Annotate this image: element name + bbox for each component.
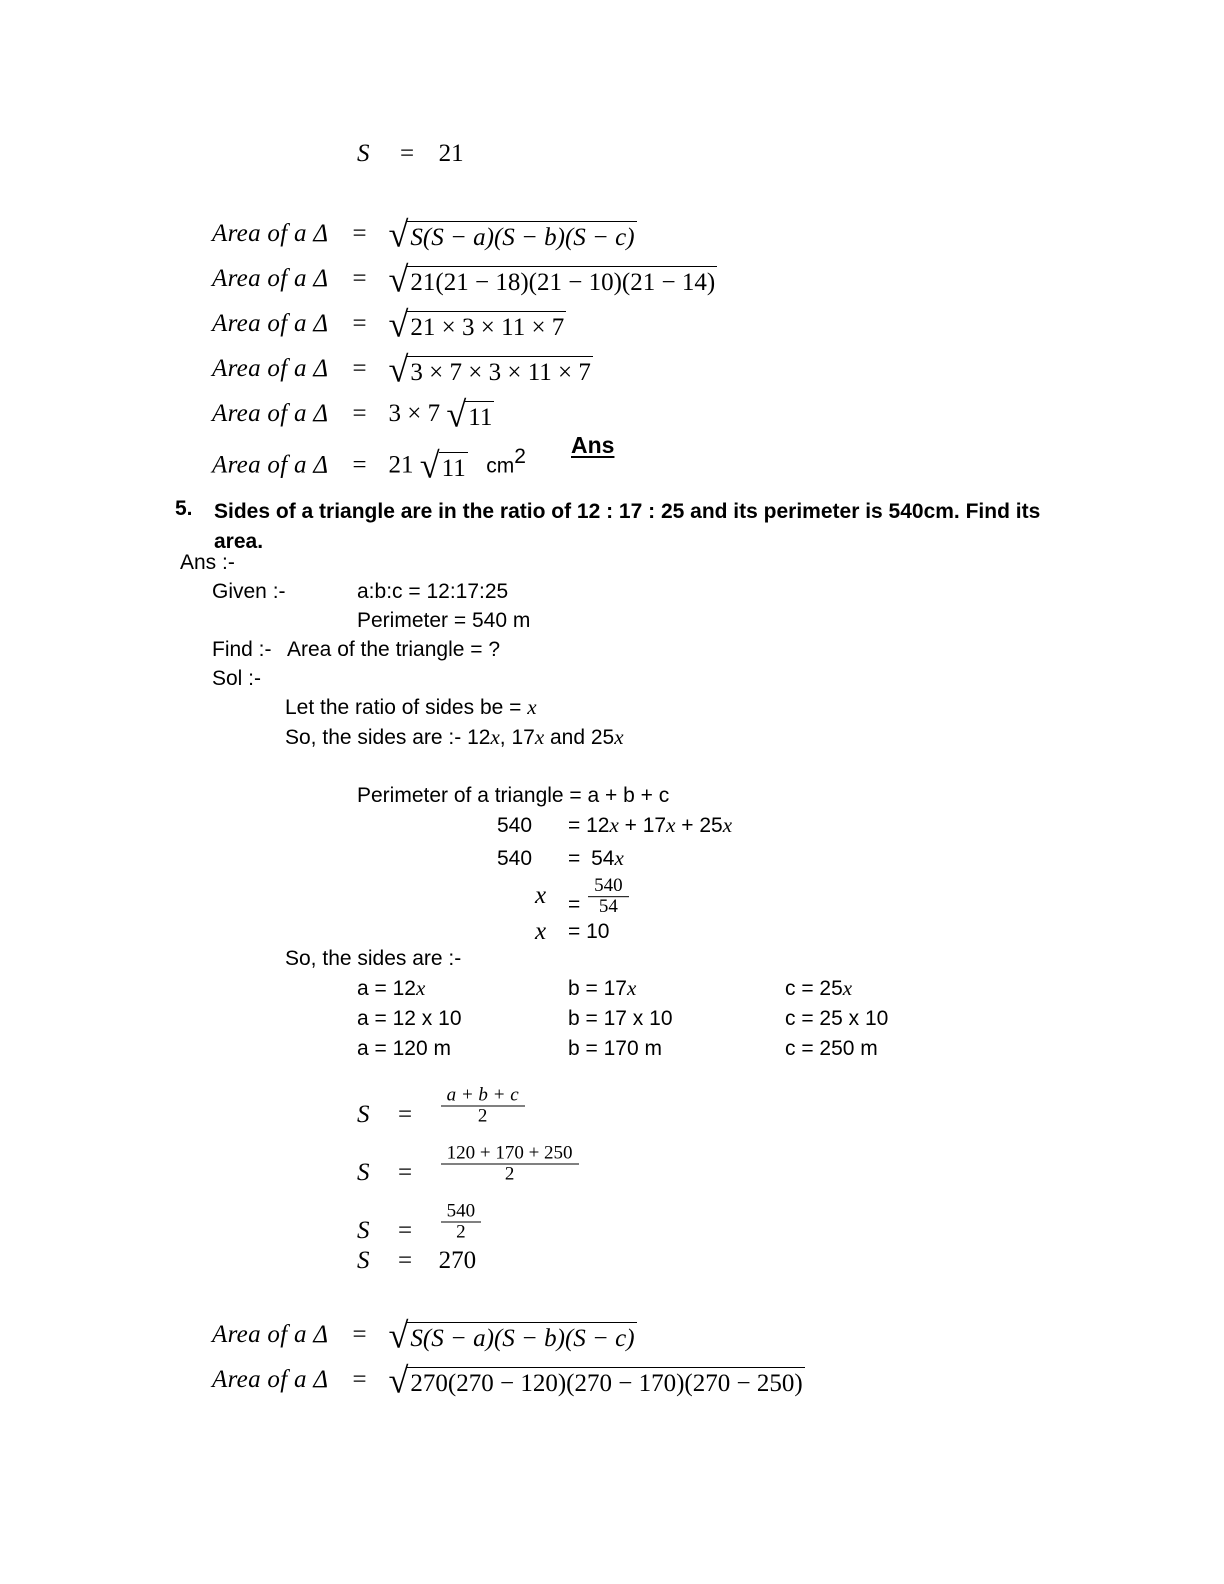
prev-area-step-2 <box>212 259 717 300</box>
let-ratio-line <box>285 697 537 718</box>
prev-area-step-5 <box>212 394 494 435</box>
given-value-perimeter: Perimeter = 540 m <box>357 609 531 632</box>
s-symbol: S <box>357 1217 370 1245</box>
variable-x: x <box>415 976 426 1000</box>
area-step-1 <box>212 1315 637 1356</box>
ans-label: Ans :- <box>180 551 235 574</box>
sides-heading: So, the sides are :- <box>285 947 462 970</box>
side-b-row-1 <box>568 978 636 999</box>
perimeter-heading: Perimeter of a triangle = a + b + c <box>357 784 670 807</box>
variable-x: x <box>609 813 619 837</box>
area-step-2 <box>212 1360 805 1401</box>
equals-sign: = <box>350 1366 369 1394</box>
denominator: 2 <box>441 1221 482 1242</box>
eq: = <box>398 1101 413 1129</box>
equals-sign: = <box>350 400 369 428</box>
radical <box>388 1360 805 1401</box>
radical-prefix: 21 <box>388 451 414 479</box>
eq: = <box>568 847 581 870</box>
variable-x: x <box>614 846 624 870</box>
radicand: 270(270 − 120)(270 − 170)(270 − 250) <box>407 1367 804 1396</box>
radical <box>446 394 494 435</box>
prev-area-step-6 <box>212 445 526 486</box>
radical <box>419 445 468 486</box>
eq: = <box>568 892 581 916</box>
area-label: Area of a Δ <box>212 310 329 338</box>
sides-expression-line <box>285 727 624 748</box>
sides-prefix: So, the sides are :- 12 <box>285 726 491 749</box>
variable-x: x <box>490 725 500 749</box>
side-b-row-3: b = 170 m <box>568 1037 662 1060</box>
radical-sign: √ <box>388 259 409 300</box>
sides-mid: , 17 <box>499 726 535 749</box>
side-a-row-3: a = 120 m <box>357 1037 451 1060</box>
area-label: Area of a Δ <box>212 451 329 479</box>
area-label: Area of a Δ <box>212 265 329 293</box>
given-label: Given :- <box>212 580 286 603</box>
radical-sign: √ <box>388 349 409 390</box>
numerator: a + b + c <box>446 1084 519 1106</box>
side-c-row-1 <box>785 978 852 999</box>
radicand: 11 <box>465 401 494 430</box>
variable-x: x <box>614 725 624 749</box>
side-a-row-1 <box>357 978 425 999</box>
ans-tag: Ans <box>571 432 615 458</box>
radical-prefix: 3 × 7 <box>388 400 441 428</box>
eq: = <box>398 1159 413 1187</box>
radical-sign: √ <box>419 445 440 486</box>
radicand: S(S − a)(S − b)(S − c) <box>407 1322 636 1351</box>
variable-x: x <box>722 813 733 837</box>
find-value: Area of the triangle = ? <box>287 638 501 661</box>
denominator: 2 <box>441 1105 525 1126</box>
equals-sign: = <box>350 220 369 248</box>
variable-x: x <box>666 813 676 837</box>
variable-x: x <box>842 976 853 1000</box>
term-1: 12 <box>586 814 610 837</box>
numerator: 540 <box>594 875 623 897</box>
radicand: 3 × 7 × 3 × 11 × 7 <box>407 356 592 385</box>
fraction <box>441 1202 482 1243</box>
radical <box>388 304 567 345</box>
perimeter-step-2-rhs <box>568 848 624 869</box>
side-c-row-3: c = 250 m <box>785 1037 878 1060</box>
coefficient: 54 <box>591 847 615 870</box>
eq: = <box>398 1247 413 1274</box>
equals-sign: = <box>400 140 415 167</box>
perimeter-step-4-lhs: x <box>535 918 547 945</box>
radical-sign: √ <box>388 304 409 345</box>
area-label: Area of a Δ <box>212 1321 329 1349</box>
fraction <box>588 876 629 917</box>
prev-area-step-1 <box>212 214 637 255</box>
radical-sign: √ <box>388 1315 409 1356</box>
s-value: 270 <box>438 1247 477 1274</box>
radical <box>388 214 637 255</box>
area-label: Area of a Δ <box>212 355 329 383</box>
fraction <box>441 1144 579 1185</box>
radical-sign: √ <box>446 394 467 435</box>
denominator: 54 <box>588 896 629 917</box>
prev-area-step-3 <box>212 304 566 345</box>
equals-sign: = <box>350 310 369 338</box>
perimeter-step-2-lhs: 540 <box>497 847 533 870</box>
radical <box>388 259 718 300</box>
s-step-2 <box>357 1142 581 1195</box>
area-label: Area of a Δ <box>212 400 329 428</box>
radical-sign: √ <box>388 214 409 255</box>
equals-sign: = <box>350 355 369 383</box>
radicand: 21 × 3 × 11 × 7 <box>407 311 566 340</box>
term-2: + 17 <box>618 814 667 837</box>
radicand: S(S − a)(S − b)(S − c) <box>407 221 636 250</box>
question-number: 5. <box>175 497 193 520</box>
s-symbol: S <box>357 140 370 167</box>
denominator: 2 <box>441 1163 579 1184</box>
side-c-row-2: c = 25 x 10 <box>785 1007 889 1030</box>
radical-sign: √ <box>388 1360 409 1401</box>
numerator: 540 <box>446 1200 476 1222</box>
unit-exponent: 2 <box>514 445 526 468</box>
s-step-1 <box>357 1084 527 1137</box>
perimeter-step-1-rhs <box>568 815 732 836</box>
s-value: 21 <box>438 140 464 167</box>
side-b-expr: b = 17 <box>568 977 627 1000</box>
radical <box>388 349 593 390</box>
side-a-expr: a = 12 <box>357 977 416 1000</box>
prev-area-step-4 <box>212 349 593 390</box>
radicand: 21(21 − 18)(21 − 10)(21 − 14) <box>407 266 717 295</box>
variable-x: x <box>626 976 637 1000</box>
variable-x: x <box>534 725 545 749</box>
eq: = <box>568 920 581 943</box>
area-label: Area of a Δ <box>212 220 329 248</box>
eq: = <box>568 814 581 837</box>
perimeter-step-4-rhs <box>568 921 609 942</box>
term-3: + 25 <box>675 814 723 837</box>
radicand: 11 <box>439 452 468 481</box>
given-value-ratio: a:b:c = 12:17:25 <box>357 580 509 603</box>
variable-x: x <box>527 695 537 719</box>
let-ratio-text: Let the ratio of sides be = <box>285 696 528 719</box>
fraction <box>441 1086 525 1127</box>
sides-suffix: and 25 <box>544 726 615 749</box>
unit: cm <box>486 454 515 478</box>
side-a-row-2: a = 12 x 10 <box>357 1007 462 1030</box>
s-value-line <box>357 141 464 166</box>
numerator: 120 + 170 + 250 <box>446 1142 573 1164</box>
equals-sign: = <box>350 265 369 293</box>
find-label: Find :- <box>212 638 272 661</box>
side-c-expr: c = 25 <box>785 977 843 1000</box>
s-symbol: S <box>357 1101 370 1129</box>
perimeter-step-1-lhs: 540 <box>497 814 533 837</box>
s-step-4 <box>357 1248 476 1273</box>
s-symbol: S <box>357 1159 370 1187</box>
equals-sign: = <box>350 1321 369 1349</box>
eq: = <box>398 1217 413 1245</box>
perimeter-step-3-lhs: x <box>535 882 547 909</box>
radical <box>388 1315 637 1356</box>
side-b-row-2: b = 17 x 10 <box>568 1007 673 1030</box>
question-text: Sides of a triangle are in the ratio of 12 : 17 : 25 and its perimeter is 540cm. Find its area. <box>214 500 1041 553</box>
x-value: 10 <box>586 920 610 943</box>
equals-sign: = <box>350 451 369 479</box>
s-symbol: S <box>357 1247 370 1274</box>
area-label: Area of a Δ <box>212 1366 329 1394</box>
sol-label: Sol :- <box>212 667 262 690</box>
